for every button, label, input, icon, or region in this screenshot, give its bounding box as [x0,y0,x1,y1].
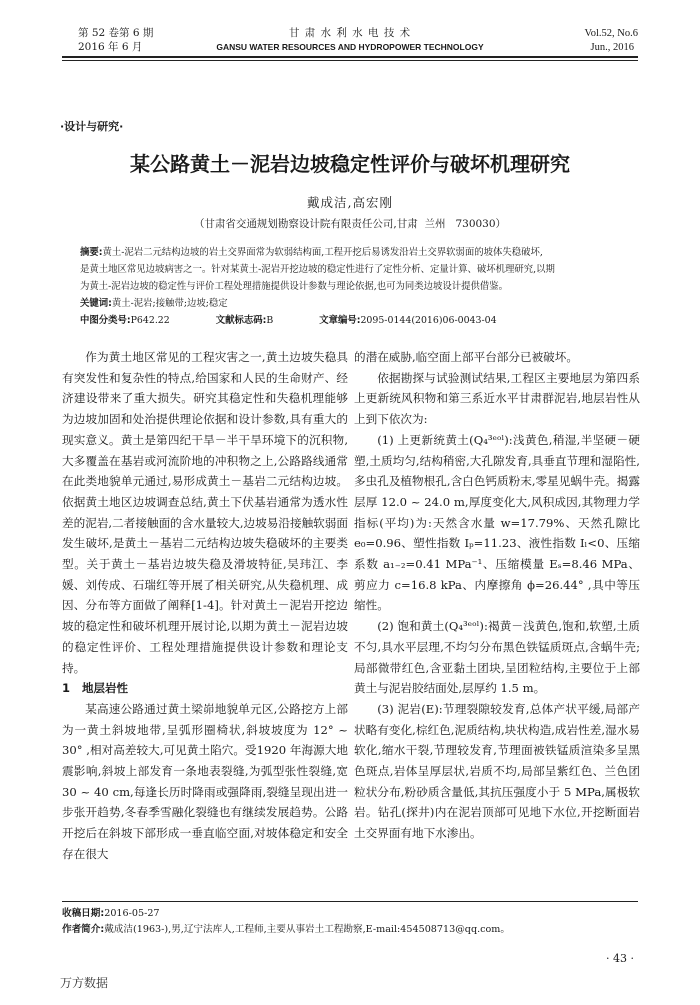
keywords-label: 关键词: [80,298,112,309]
footnote-rule [62,901,638,902]
clc-label: 中图分类号: [80,315,131,326]
page-number: · 43 · [606,952,634,965]
mudstone-paragraph: (3) 泥岩(E):节理裂隙较发育,总体产状平缓,局部产状略有变化,棕红色,泥质结构,块状构造,成岩性差,湿水易软化,缩水干裂,节理较发育,节理面被铁锰质渲染多呈黑色斑点,岩体呈厚层状,岩质不均,局部呈紫红色、兰色团粒状分布,粉砂质含量低,其抗压强度小于 5 MPa,属极软岩。钻孔(探井)内在泥岩顶部可见地下水位,开挖断面岩土交界面有地下水渗出。 [354,701,640,841]
abstract-label: 摘要: [80,247,103,258]
section-heading-strata: 1 地层岩性 [62,681,129,696]
right-column [354,347,640,844]
strata-paragraph: 某高速公路通过黄土梁峁地貌单元区,公路挖方上部为一黄土斜坡地带,呈弧形圈椅状,斜坡坡度为 12° ~ 30° ,相对高差较大,可见黄土陷穴。受1920 年海源大地震影响,斜坡上部发育一条地表裂缝,为弧型张性裂缝,宽 30 ~ 40 cm,每逢长历时降雨或强降雨,裂缝呈现出进一步张开趋势,冬春季雪融化裂缝也有继续发展趋势。公路开挖后在斜坡下部形成一垂直临空面,对坡体稳定和安全存在很大 [62,701,348,861]
abstract [80,244,628,329]
loess-layer-paragraph: (1) 上更新统黄土(Q₄³ᵉᵒˡ):浅黄色,稍湿,半坚硬－硬塑,土质均匀,结构稍密,大孔隙发育,具垂直节理和湿陷性,多虫孔及植物根孔,含白色钙质粉末,零星见蜗牛壳。揭露层厚 12.0 ~ 24.0 m,厚度变化大,风积成因,其物理力学指标(平均)为:天然含水量 w=17.79%、天然孔隙比 e₀=0.96、塑性指数 Iₚ=11.23、液性指数 Iₗ<0、压缩系数 a₁₋₂=0.41 MPa⁻¹、压缩模量 Eₛ=8.46 MPa、剪应力 c=16.8 kPa、内摩擦角 ϕ=26.44° ,具中等压缩性。 [354,432,640,613]
header-date-en: Jun., 2016 [590,42,634,53]
header-journal-name-en: GANSU WATER RESOURCES AND HYDROPOWER TECHNOLOGY [216,42,484,52]
abstract-line-3: 为黄土-泥岩边坡的稳定性与评价工程处理措施提供设计参数与理论依据,也可为同类边坡设计提供借鉴。 [80,281,509,292]
header-rule-thick [62,56,638,58]
received-date: 收稿日期:2016-05-27 [62,908,160,919]
author-bio: 作者简介:戴成洁(1963-),男,辽宁法库人,工程师,主要从事岩土工程勘察,E-mail:454508713@qq.com。 [62,924,510,935]
section-tag: ·设计与研究· [60,120,124,133]
received-label: 收稿日期: [62,908,105,919]
header-vol-issue-en: Vol.52, No.6 [584,28,638,39]
abstract-line-1: 摘要:黄土-泥岩二元结构边坡的岩土交界面常为软弱结构面,工程开挖后易诱发沿岩土交界软弱面的坡体失稳破坏, [80,247,543,258]
page-title: 某公路黄土－泥岩边坡稳定性评价与破坏机理研究 [130,152,570,176]
header-vol-issue: 第 52 卷第 6 期 [78,27,154,39]
doc-code-value: B [266,315,274,326]
author-bio-label: 作者简介: [62,924,105,935]
article-no-label: 文章编号: [319,315,361,326]
left-column [62,347,348,865]
header-date: 2016 年 6 月 [78,41,143,53]
stratigraphy-intro: 依据勘探与试验测试结果,工程区主要地层为第四系上更新统风积物和第三系近水平甘肃群泥岩,地层岩性从上到下依次为: [354,370,640,427]
header-journal-name: 甘 肃 水 利 水 电 技 术 [288,27,412,39]
saturated-loess-paragraph: (2) 饱和黄土(Q₄³ᵉᵒˡ):褐黄－浅黄色,饱和,软塑,土质不匀,具水平层理,不均匀分布黑色铁锰质斑点,含蜗牛壳;局部微带红色,含亚黏土团块,呈团粒结构,主要位于上部黄土与泥岩胶结面处,层厚约 1.5 m。 [354,619,640,696]
authors: 戴成洁,高宏刚 [307,195,393,210]
intro-paragraph: 作为黄土地区常见的工程灾害之一,黄土边坡失稳具有突发性和复杂性的特点,给国家和人民的生命财产、经济建设带来了重大损失。研究其稳定性和失稳机理能够为边坡加固和处治提供理论依据和设计参数,具有重大的现实意义。黄土是第四纪干旱－半干旱环境下的沉积物,大多覆盖在基岩或河流阶地的冲积物之上,公路路线通常在此类地貌单元通过,易形成黄土－基岩二元结构边坡。依据黄土地区边坡调查总结,黄土下伏基岩通常为透水性差的泥岩,二者接触面的含水量较大,边坡易沿接触软弱面发生破坏,是黄土－基岩二元结构边坡失稳破坏的主要类型。关于黄土－基岩边坡失稳及滑坡特征,吴玮江、李媛、刘传成、石瑞红等开展了相关研究,从失稳机理、成因、分布等方面做了阐释[1-4]。针对黄土－泥岩开挖边坡的稳定性和破坏机理开展讨论,以期为黄土－泥岩边坡的稳定性评价、工程处理措施提供设计参数和理论支持。 [62,350,348,675]
watermark-text: 万方数据 [60,976,109,990]
header-rule-thin [62,60,638,61]
doc-code-label: 文献标志码: [215,315,267,326]
abstract-line-2: 是黄土地区常见边坡病害之一。针对某黄土-泥岩开挖边坡的稳定性进行了定性分析、定量计算、破坏机理研究,以期 [80,264,555,275]
continuation-paragraph: 的潜在威胁,临空面上部平台部分已被破坏。 [354,350,578,364]
keywords: 关键词:黄土-泥岩;接触带;边坡;稳定 [80,298,228,309]
classification-line [80,312,628,329]
affiliation: （甘肃省交通规划勘察设计院有限责任公司,甘肃 兰州 730030） [193,218,507,230]
clc-value: P642.22 [130,315,170,326]
article-no-value: 2095-0144(2016)06-0043-04 [360,315,497,326]
